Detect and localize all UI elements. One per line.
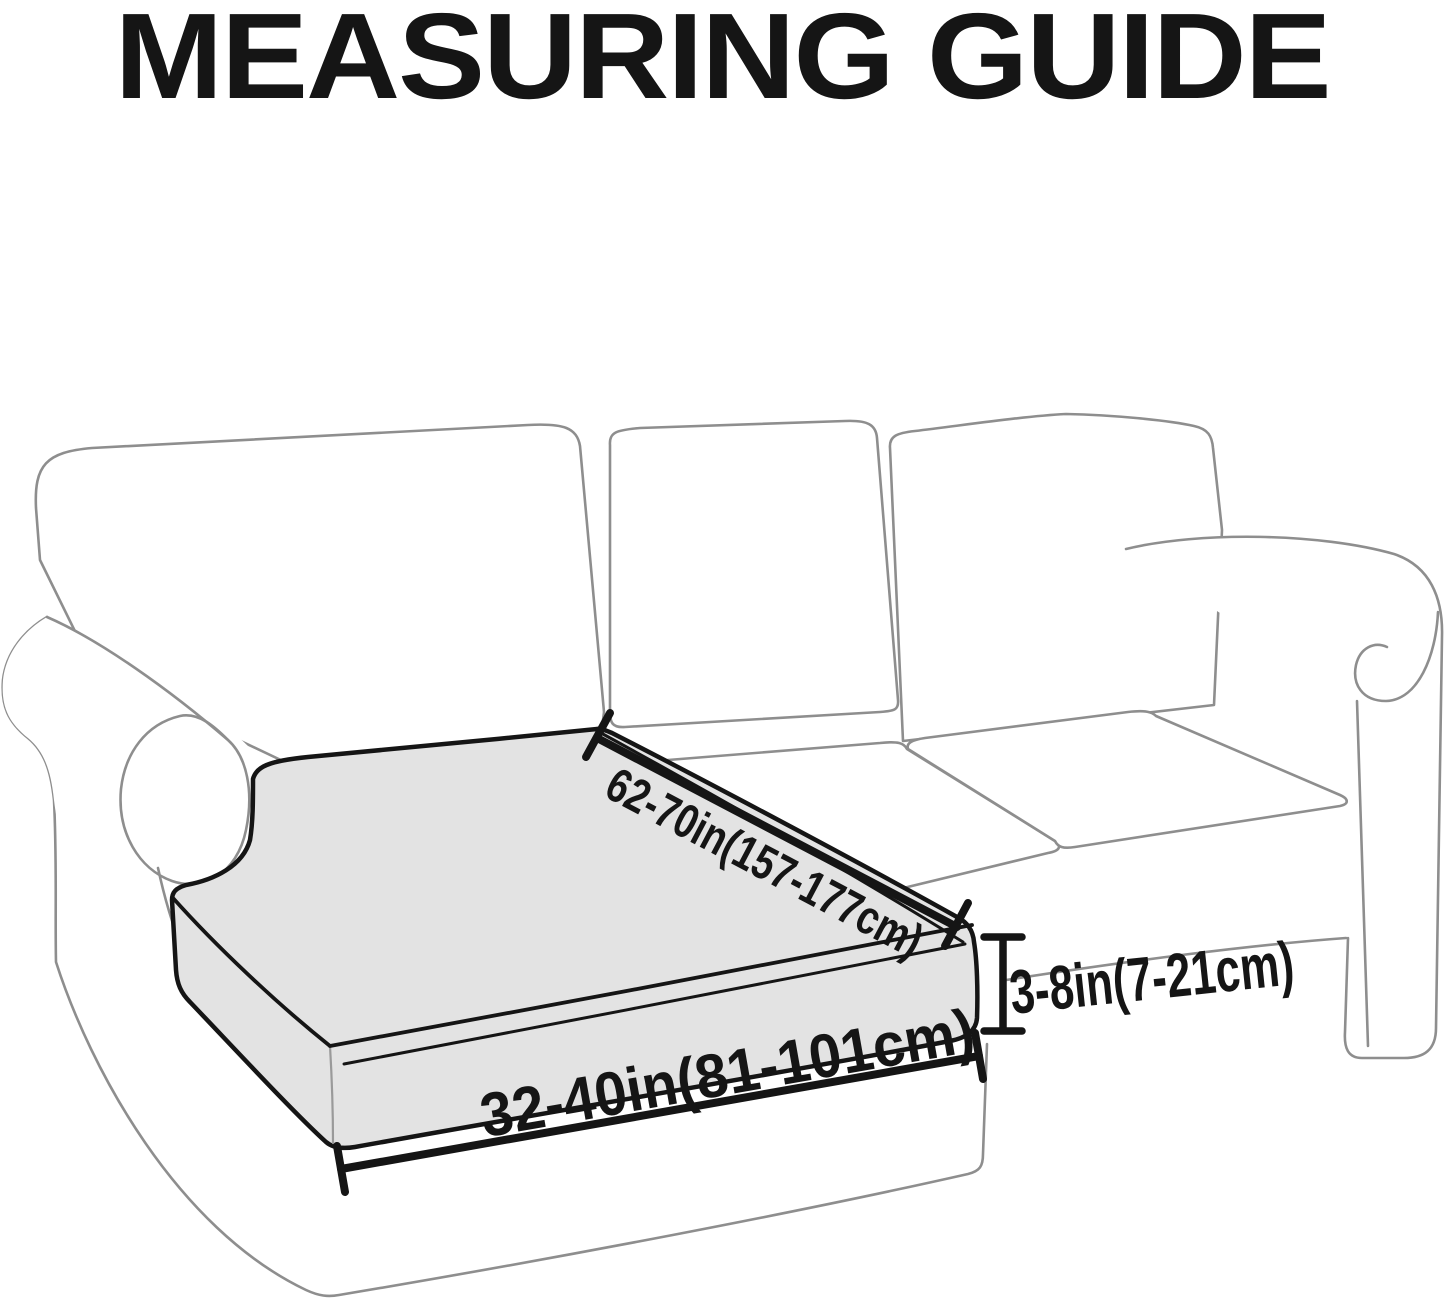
width-dimension-tick-start [337, 1146, 345, 1192]
height-dimension [984, 917, 1412, 1031]
width-dimension-label: 32-40in(81-101cm) [475, 989, 1017, 1152]
page-title: MEASURING GUIDE [114, 0, 1330, 124]
back-cushion-middle [610, 421, 898, 727]
height-dimension-label: 3-8in(7-21cm) [1006, 917, 1412, 1028]
length-dimension-label: 62-70in(157-177cm) [597, 758, 1014, 1012]
